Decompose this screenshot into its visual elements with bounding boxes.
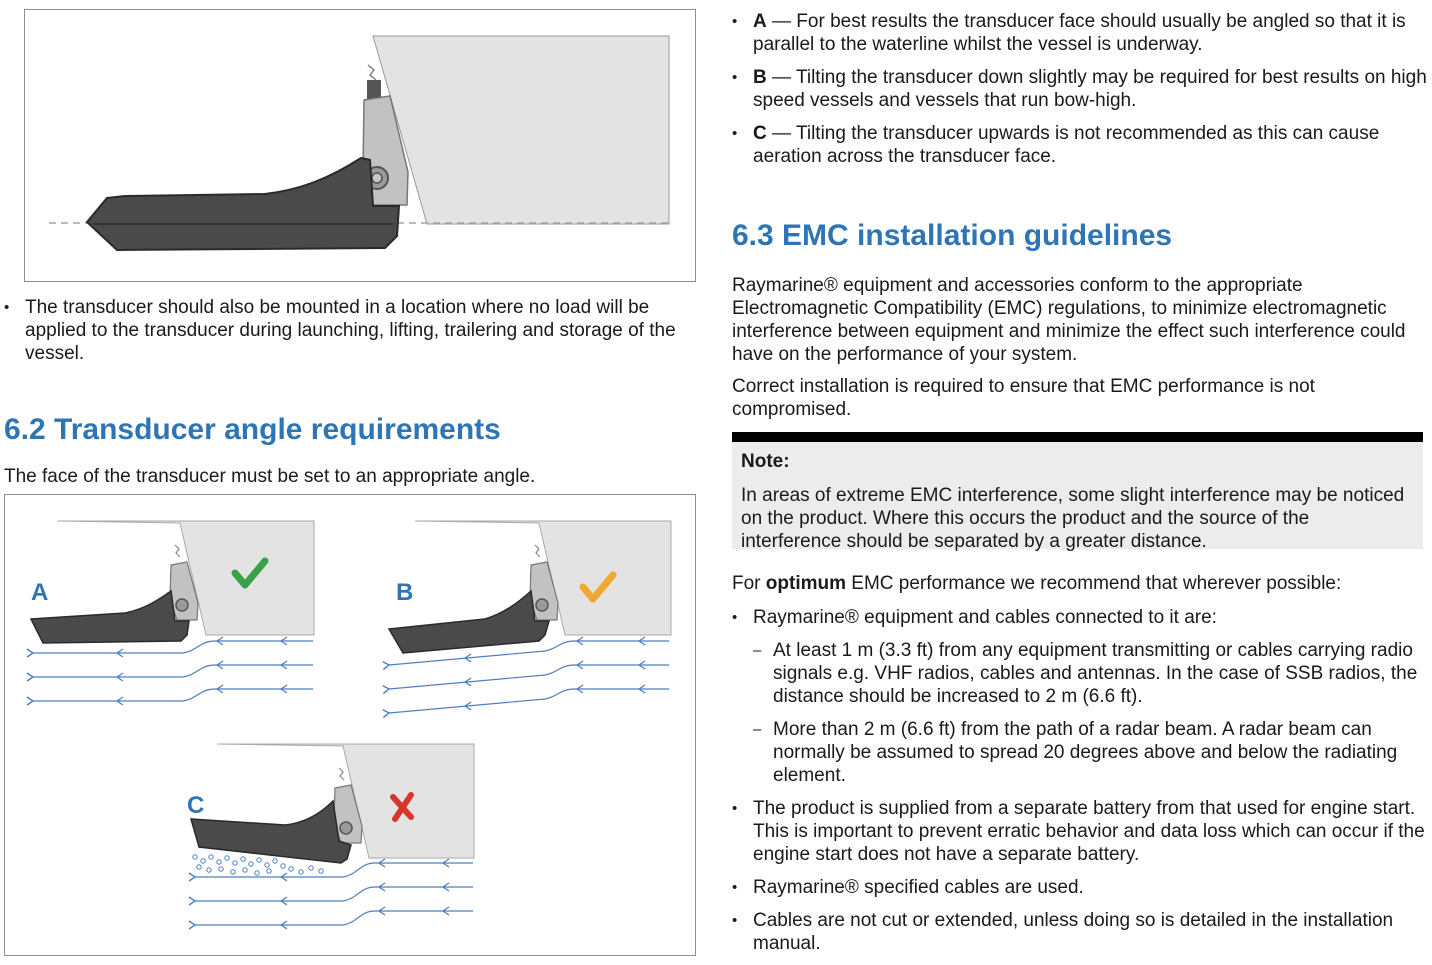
panel-c [191,744,474,929]
list-item: • The transducer should also be mounted in a location where no load will be applied to the transducer during launching, lifting, trailering and storage of the vessel. [4,296,699,365]
bullet-text: — For best results the transducer face should usually be angled so that it is parallel to the waterline whilst the vessel is underway. [753,11,1406,55]
sub-list [753,639,1432,787]
bullet-letter-c: C [753,123,767,144]
bullet-text: — Tilting the transducer upwards is not recommended as this can cause aeration across the transducer face. [753,123,1380,167]
list-item: • Raymarine® equipment and cables connected to it are: – At least 1 m (3.3 ft) from any equipment transmitting or cables carrying radio signals e.g. VHF radios, cables and antennas. In the case of SSB radios, the distance should be increased to 2 m (6.6 ft). – More than 2 m (6.6 ft) from the path of a radar beam. A radar beam can normally be assumed to spread 20 degrees above and below the radiating element. [732,606,1432,787]
right-column [732,0,1432,961]
emphasis-optimum: optimum [765,573,846,594]
section-heading-6-2: 6.2 Transducer angle requirements [4,413,501,446]
figure-label-a: A [31,579,49,606]
bullet-letter-a: A [753,11,767,32]
bullet-letter-b: B [753,67,767,88]
angle-bullet-list [732,10,1432,178]
load-bullet-list [4,296,699,365]
section-heading-6-3: 6.3 EMC installation guidelines [732,219,1173,252]
transducer-mount-figure [24,9,696,282]
section-6-2-intro: The face of the transducer must be set to an appropriate angle. [4,466,536,487]
sub-list-item: – At least 1 m (3.3 ft) from any equipment transmitting or cables carrying radio signals e.g. VHF radios, cables and antennas. In the case of SSB radios, the distance should be increased to 2 m (6.6 ft). [753,639,1432,708]
transducer-angle-figure [4,494,696,956]
emc-paragraph-2: Correct installation is required to ensure that EMC performance is not compromised. [732,376,1315,420]
figure-label-c: C [187,792,205,819]
left-column [0,0,700,961]
figure-label-b: B [396,579,414,606]
panel-b [389,521,671,713]
list-item [732,66,1432,112]
note-title: Note: [741,451,790,472]
note-box [732,432,1423,552]
bullet-text: — Tilting the transducer down slightly may be required for best results on high speed vessels and vessels that run bow-high. [753,67,1427,111]
panel-a [31,521,314,705]
recommendation-list [732,606,1432,965]
emc-paragraph-1: Raymarine® equipment and accessories conform to the appropriate Electromagnetic Compatibility (EMC) regulations, to minimize electromagnetic interference between equipment and minimize the effect such interference could have on the performance of your system. [732,275,1406,365]
list-item [732,122,1432,168]
list-item [732,10,1432,56]
list-item: • Cables are not cut or extended, unless doing so is detailed in the installation manual. [732,909,1432,955]
recommend-intro: For optimum EMC performance we recommend that wherever possible: [732,573,1342,594]
transducer-mount-diagram [25,10,695,281]
list-item: • The product is supplied from a separate battery from that used for engine start. This is important to prevent erratic behavior and data loss which can occur if the engine start does not have a separate battery. [732,797,1432,866]
sub-list-item: – More than 2 m (6.6 ft) from the path of a radar beam. A radar beam can normally be assumed to spread 20 degrees above and below the radiating element. [753,718,1432,787]
note-text: In areas of extreme EMC interference, some slight interference may be noticed on the product. Where this occurs the product and the source of the interference should be separated by a greater distance. [741,485,1405,552]
transducer-angle-diagram [5,495,695,955]
list-item: • Raymarine® specified cables are used. [732,876,1432,899]
